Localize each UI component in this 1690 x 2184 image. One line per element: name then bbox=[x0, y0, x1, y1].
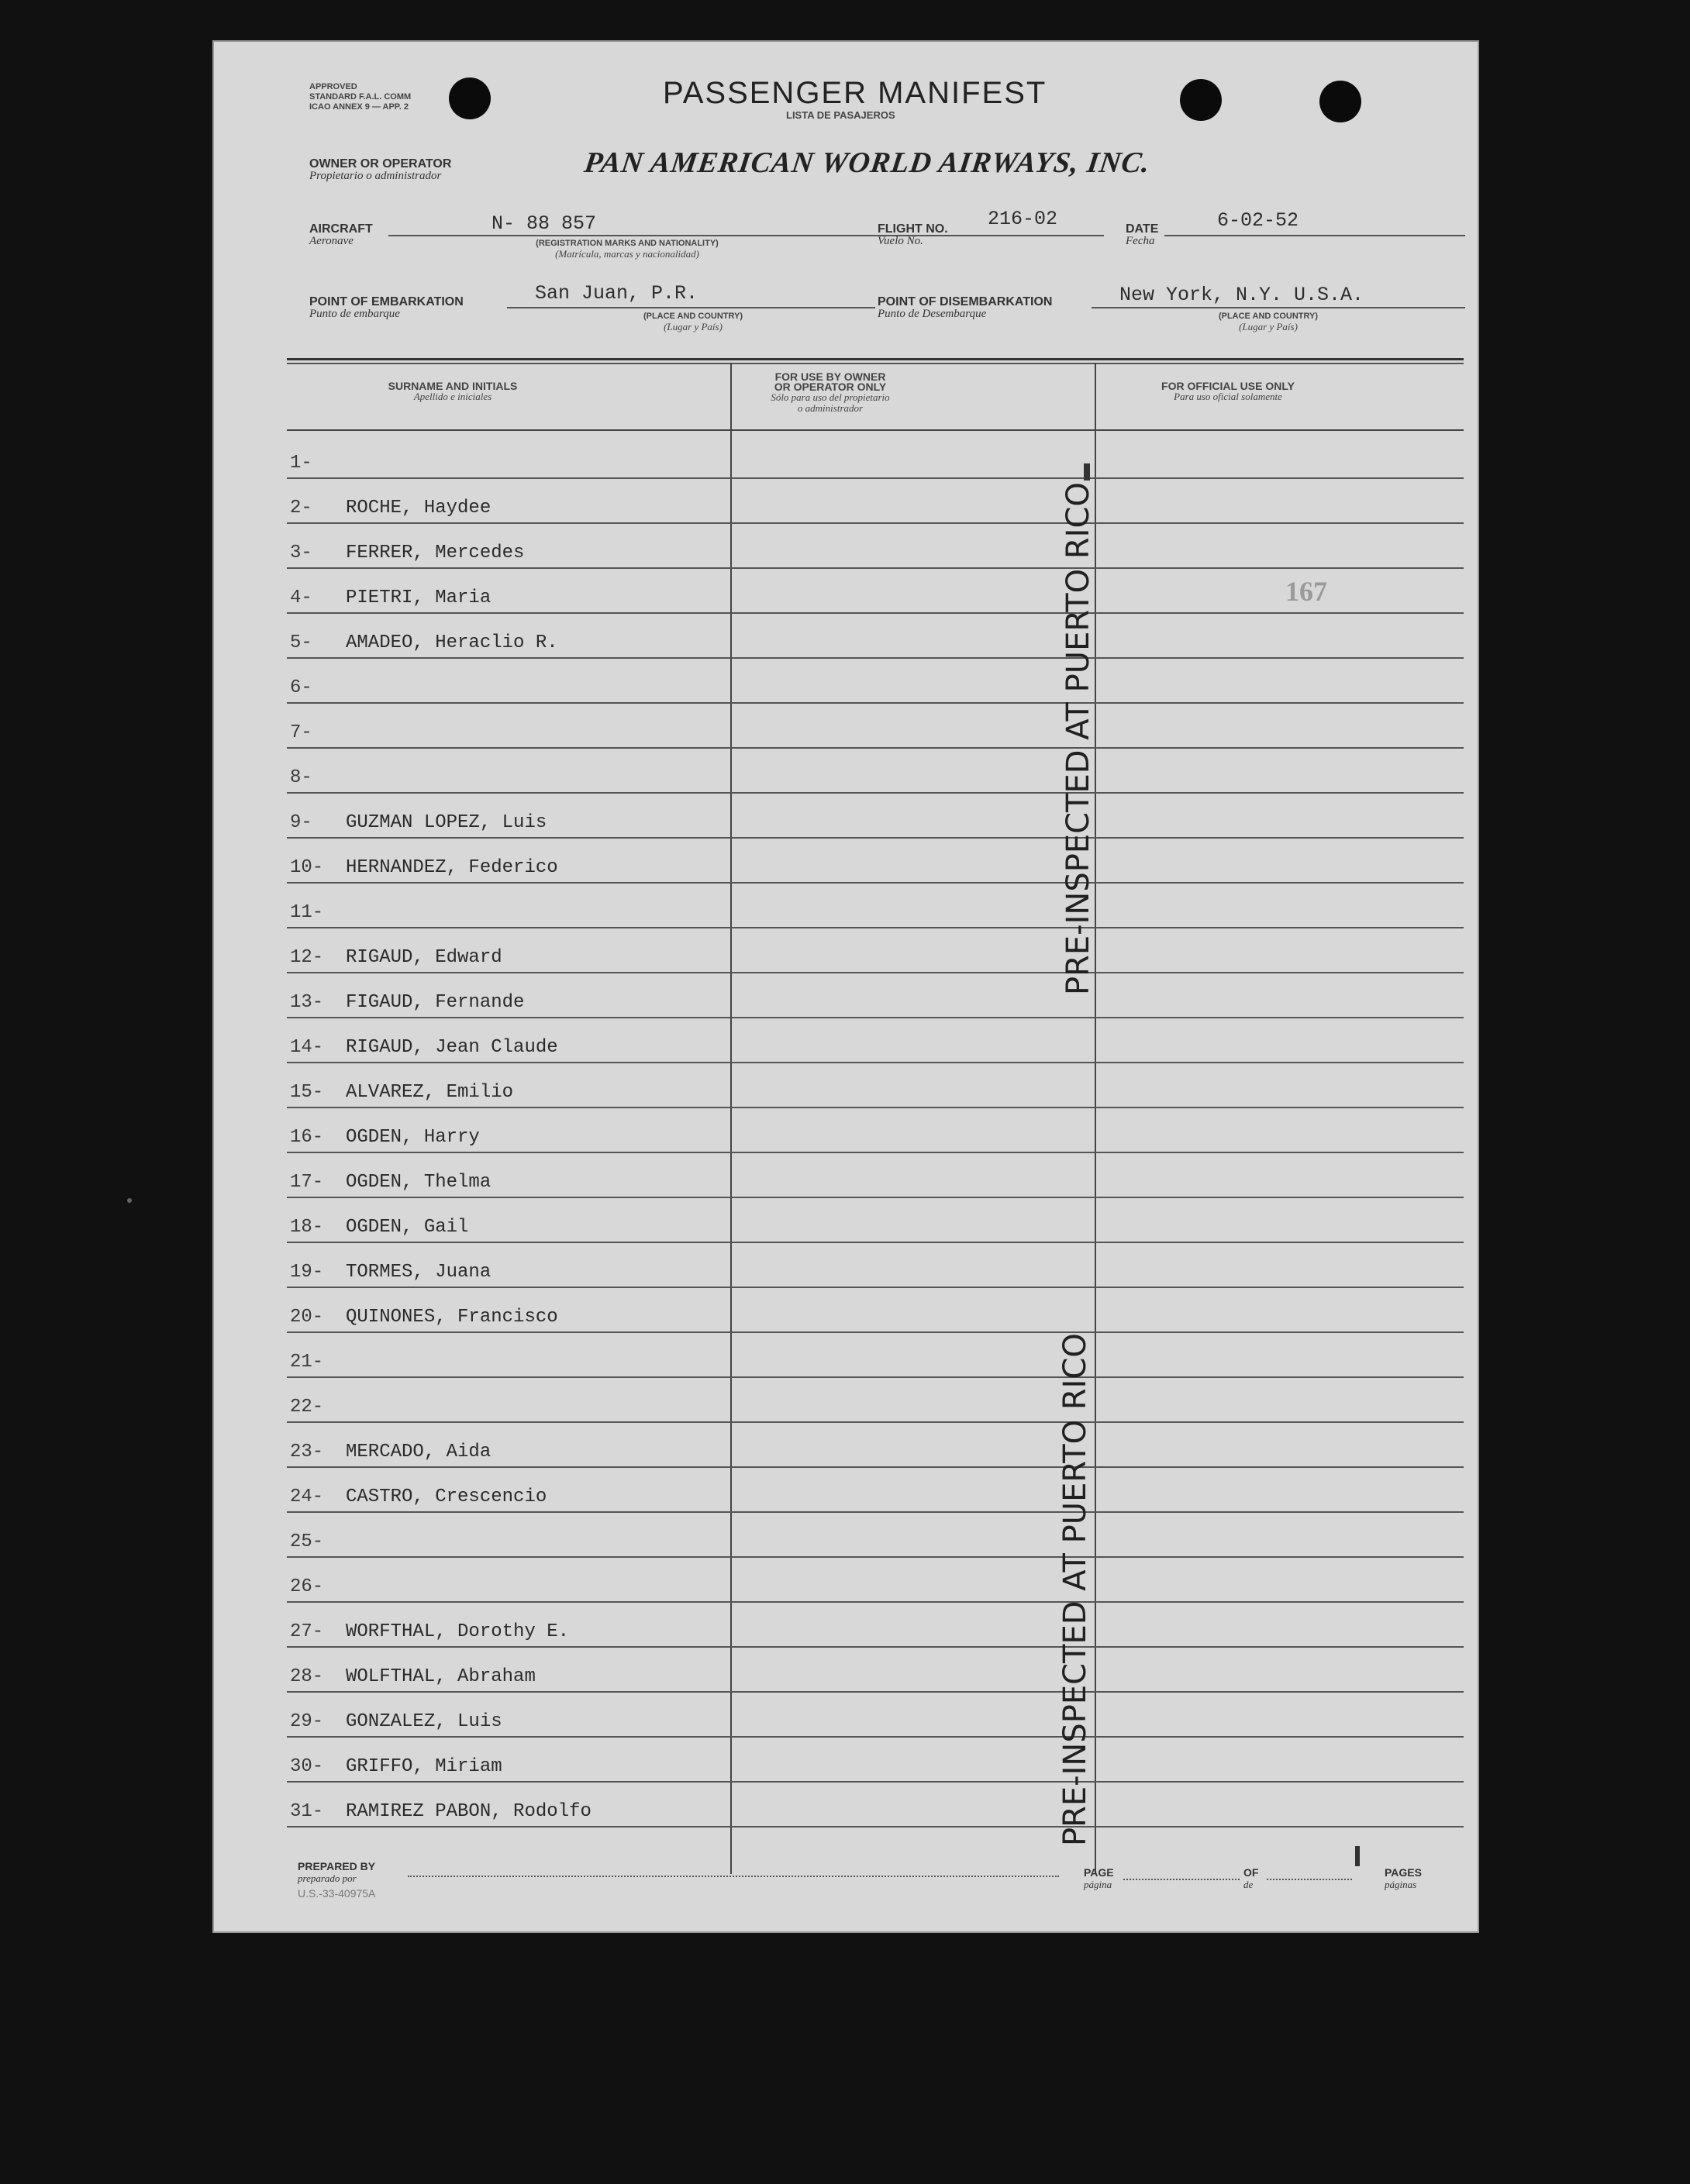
row-rule bbox=[287, 1466, 1464, 1468]
passenger-name: OGDEN, Gail bbox=[346, 1217, 469, 1238]
disembark-label: POINT OF DISEMBARKATION bbox=[878, 295, 1053, 308]
of-label-block bbox=[1243, 1866, 1258, 1890]
row-rule bbox=[287, 1287, 1464, 1288]
table-top-rule-2 bbox=[287, 363, 1464, 364]
disembark-caption: (PLACE AND COUNTRY) bbox=[1218, 312, 1319, 321]
row-number: 28- bbox=[290, 1666, 324, 1687]
embark-label: POINT OF EMBARKATION bbox=[309, 295, 464, 308]
aircraft-caption-es: (Matrícula, marcas y nacionalidad) bbox=[555, 248, 699, 260]
disembark-caption-block bbox=[1191, 312, 1346, 332]
row-rule bbox=[287, 1017, 1464, 1018]
embark-caption-block bbox=[616, 312, 771, 332]
row-rule bbox=[287, 1197, 1464, 1198]
passenger-name: WORFTHAL, Dorothy E. bbox=[346, 1621, 570, 1642]
row-rule bbox=[287, 567, 1464, 569]
embark-caption: (PLACE AND COUNTRY) bbox=[643, 312, 743, 321]
prepared-by-underline bbox=[408, 1876, 1059, 1877]
row-rule bbox=[287, 927, 1464, 928]
row-rule bbox=[287, 1691, 1464, 1693]
disembark-value: New York, N.Y. U.S.A. bbox=[1119, 284, 1364, 306]
date-value: 6-02-52 bbox=[1217, 209, 1299, 232]
stamp-mark bbox=[1084, 463, 1090, 481]
flight-underline bbox=[964, 235, 1104, 236]
row-number: 18- bbox=[290, 1217, 324, 1238]
row-number: 5- bbox=[290, 632, 312, 653]
passenger-name: CASTRO, Crescencio bbox=[346, 1486, 547, 1507]
scan-speck bbox=[127, 1198, 132, 1203]
row-rule bbox=[287, 477, 1464, 479]
row-rule bbox=[287, 972, 1464, 973]
embark-underline bbox=[507, 307, 875, 308]
date-label: DATE bbox=[1126, 222, 1159, 236]
aircraft-label: AIRCRAFT bbox=[309, 222, 373, 236]
row-rule bbox=[287, 1421, 1464, 1423]
aircraft-label-block bbox=[309, 223, 373, 247]
row-number: 12- bbox=[290, 947, 324, 968]
row-rule bbox=[287, 1601, 1464, 1603]
row-number: 15- bbox=[290, 1082, 324, 1103]
owner-label: OWNER OR OPERATOR bbox=[309, 157, 452, 171]
row-rule bbox=[287, 1511, 1464, 1513]
aircraft-value: N- 88 857 bbox=[491, 212, 597, 235]
page-underline bbox=[1123, 1879, 1240, 1880]
row-number: 6- bbox=[290, 677, 312, 698]
passenger-name: FIGAUD, Fernande bbox=[346, 992, 525, 1013]
flight-label-es: Vuelo No. bbox=[878, 235, 923, 247]
embark-caption-es: (Lugar y País) bbox=[664, 321, 723, 332]
date-label-block bbox=[1126, 223, 1158, 247]
passenger-name: OGDEN, Harry bbox=[346, 1127, 480, 1148]
aircraft-label-es: Aeronave bbox=[309, 235, 354, 247]
row-number: 8- bbox=[290, 767, 312, 788]
punch-hole-right bbox=[1319, 81, 1361, 122]
row-number: 19- bbox=[290, 1262, 324, 1283]
approval-line-2: STANDARD F.A.L. COMM bbox=[309, 92, 412, 102]
flight-label: FLIGHT NO. bbox=[878, 222, 948, 236]
form-code: U.S.-33-40975A bbox=[298, 1887, 376, 1900]
passenger-name: AMADEO, Heraclio R. bbox=[346, 632, 558, 653]
page-label-block bbox=[1084, 1866, 1114, 1890]
row-number: 25- bbox=[290, 1531, 324, 1552]
of-underline bbox=[1267, 1879, 1352, 1880]
row-rule bbox=[287, 747, 1464, 749]
passenger-name: RIGAUD, Jean Claude bbox=[346, 1037, 558, 1058]
column-header-owner-es1: Sólo para uso del propietario bbox=[771, 391, 890, 403]
prepared-by-block bbox=[298, 1860, 375, 1899]
row-number: 10- bbox=[290, 857, 324, 878]
row-number: 14- bbox=[290, 1037, 324, 1058]
row-number: 4- bbox=[290, 587, 312, 608]
passenger-name: OGDEN, Thelma bbox=[346, 1172, 491, 1193]
date-label-es: Fecha bbox=[1126, 235, 1155, 247]
page-label: PAGE bbox=[1084, 1866, 1114, 1879]
embark-label-block bbox=[309, 296, 464, 320]
row-rule bbox=[287, 1781, 1464, 1783]
disembark-underline bbox=[1092, 307, 1465, 308]
prepared-by-label-es: preparado por bbox=[298, 1872, 357, 1884]
column-header-name-es: Apellido e iniciales bbox=[413, 391, 492, 402]
punch-hole-mid bbox=[1180, 79, 1222, 121]
row-number: 27- bbox=[290, 1621, 324, 1642]
row-number: 3- bbox=[290, 543, 312, 563]
row-rule bbox=[287, 657, 1464, 659]
row-rule bbox=[287, 522, 1464, 524]
column-header-owner-es2: o administrador bbox=[797, 402, 864, 414]
row-number: 30- bbox=[290, 1756, 324, 1777]
aircraft-underline bbox=[388, 235, 1051, 236]
of-label-es: de bbox=[1243, 1879, 1254, 1890]
embark-value: San Juan, P.R. bbox=[535, 282, 698, 305]
approval-block bbox=[309, 82, 411, 112]
header-bottom-rule bbox=[287, 429, 1464, 431]
passenger-name: RIGAUD, Edward bbox=[346, 947, 502, 968]
column-header-owner bbox=[733, 372, 927, 414]
row-rule bbox=[287, 612, 1464, 614]
aircraft-caption: (REGISTRATION MARKS AND NATIONALITY) bbox=[536, 239, 719, 248]
passenger-name: ROCHE, Haydee bbox=[346, 498, 491, 518]
footer-tick bbox=[1355, 1846, 1360, 1866]
aircraft-caption-block bbox=[499, 239, 755, 260]
row-number: 2- bbox=[290, 498, 312, 518]
passenger-name: TORMES, Juana bbox=[346, 1262, 491, 1283]
stamp-lower: PRE-INSPECTED AT PUERTO RICO bbox=[1057, 1333, 1093, 1846]
row-rule bbox=[287, 702, 1464, 704]
passenger-name: WOLFTHAL, Abraham bbox=[346, 1666, 536, 1687]
flight-label-block bbox=[878, 223, 948, 247]
date-underline bbox=[1164, 235, 1465, 236]
column-header-official-title: FOR OFFICIAL USE ONLY bbox=[1161, 380, 1295, 392]
punch-hole-left bbox=[449, 78, 491, 119]
row-number: 24- bbox=[290, 1486, 324, 1507]
passenger-name: GRIFFO, Miriam bbox=[346, 1756, 502, 1777]
row-number: 9- bbox=[290, 812, 312, 833]
passenger-name: GONZALEZ, Luis bbox=[346, 1711, 502, 1732]
row-rule bbox=[287, 1376, 1464, 1378]
column-header-owner-line2: OR OPERATOR ONLY bbox=[774, 381, 887, 393]
row-number: 7- bbox=[290, 722, 312, 743]
row-number: 22- bbox=[290, 1397, 324, 1418]
pages-label-block bbox=[1385, 1866, 1422, 1890]
disembark-caption-es: (Lugar y País) bbox=[1239, 321, 1298, 332]
passenger-name: ALVAREZ, Emilio bbox=[346, 1082, 514, 1103]
pages-label-es: páginas bbox=[1385, 1879, 1417, 1890]
operator-name: PAN AMERICAN WORLD AIRWAYS, INC. bbox=[582, 146, 1153, 179]
page-subtitle: LISTA DE PASAJEROS bbox=[786, 109, 895, 121]
row-rule bbox=[287, 1736, 1464, 1738]
row-rule bbox=[287, 837, 1464, 839]
row-rule bbox=[287, 1152, 1464, 1153]
flight-value: 216-02 bbox=[988, 208, 1058, 230]
passenger-name: HERNANDEZ, Federico bbox=[346, 857, 558, 878]
column-header-official-es: Para uso oficial solamente bbox=[1174, 391, 1282, 402]
passenger-name: GUZMAN LOPEZ, Luis bbox=[346, 812, 547, 833]
row-number: 21- bbox=[290, 1352, 324, 1373]
pages-label: PAGES bbox=[1385, 1866, 1422, 1879]
row-rule bbox=[287, 1062, 1464, 1063]
row-rule bbox=[287, 1646, 1464, 1648]
row-rule bbox=[287, 1331, 1464, 1333]
row-number: 11- bbox=[290, 902, 324, 923]
official-number: 167 bbox=[1285, 576, 1327, 607]
owner-label-es: Propietario o administrador bbox=[309, 170, 442, 182]
row-number: 23- bbox=[290, 1442, 324, 1462]
stamp-upper: PRE-INSPECTED AT PUERTO RICO bbox=[1061, 482, 1096, 995]
approval-line-1: APPROVED bbox=[309, 82, 357, 91]
row-rule bbox=[287, 1107, 1464, 1108]
column-header-official bbox=[1096, 381, 1360, 402]
embark-label-es: Punto de embarque bbox=[309, 308, 400, 320]
row-rule bbox=[287, 1826, 1464, 1827]
row-number: 26- bbox=[290, 1576, 324, 1597]
row-number: 1- bbox=[290, 453, 312, 474]
of-label: OF bbox=[1243, 1866, 1259, 1879]
disembark-label-block bbox=[878, 296, 1052, 320]
row-number: 16- bbox=[290, 1127, 324, 1148]
row-rule bbox=[287, 792, 1464, 794]
prepared-by-label: PREPARED BY bbox=[298, 1860, 376, 1872]
row-number: 29- bbox=[290, 1711, 324, 1732]
row-rule bbox=[287, 1242, 1464, 1243]
approval-line-3: ICAO ANNEX 9 — APP. 2 bbox=[309, 102, 409, 112]
disembark-label-es: Punto de Desembarque bbox=[878, 308, 987, 320]
manifest-sheet bbox=[212, 40, 1479, 1933]
row-number: 13- bbox=[290, 992, 324, 1013]
table-top-rule bbox=[287, 358, 1464, 360]
row-number: 20- bbox=[290, 1307, 324, 1328]
row-number: 31- bbox=[290, 1801, 324, 1822]
column-header-owner-line1: FOR USE BY OWNER bbox=[774, 370, 886, 383]
passenger-name: RAMIREZ PABON, Rodolfo bbox=[346, 1801, 592, 1822]
column-header-name-title: SURNAME AND INITIALS bbox=[388, 380, 518, 392]
page-title: PASSENGER MANIFEST bbox=[663, 76, 1047, 110]
owner-label-block bbox=[309, 158, 451, 182]
column-header-name bbox=[290, 381, 616, 402]
row-rule bbox=[287, 1556, 1464, 1558]
passenger-name: FERRER, Mercedes bbox=[346, 543, 525, 563]
row-number: 17- bbox=[290, 1172, 324, 1193]
passenger-name: MERCADO, Aida bbox=[346, 1442, 491, 1462]
row-rule bbox=[287, 882, 1464, 884]
page-label-es: página bbox=[1084, 1879, 1112, 1890]
passenger-name: PIETRI, Maria bbox=[346, 587, 491, 608]
passenger-name: QUINONES, Francisco bbox=[346, 1307, 558, 1328]
